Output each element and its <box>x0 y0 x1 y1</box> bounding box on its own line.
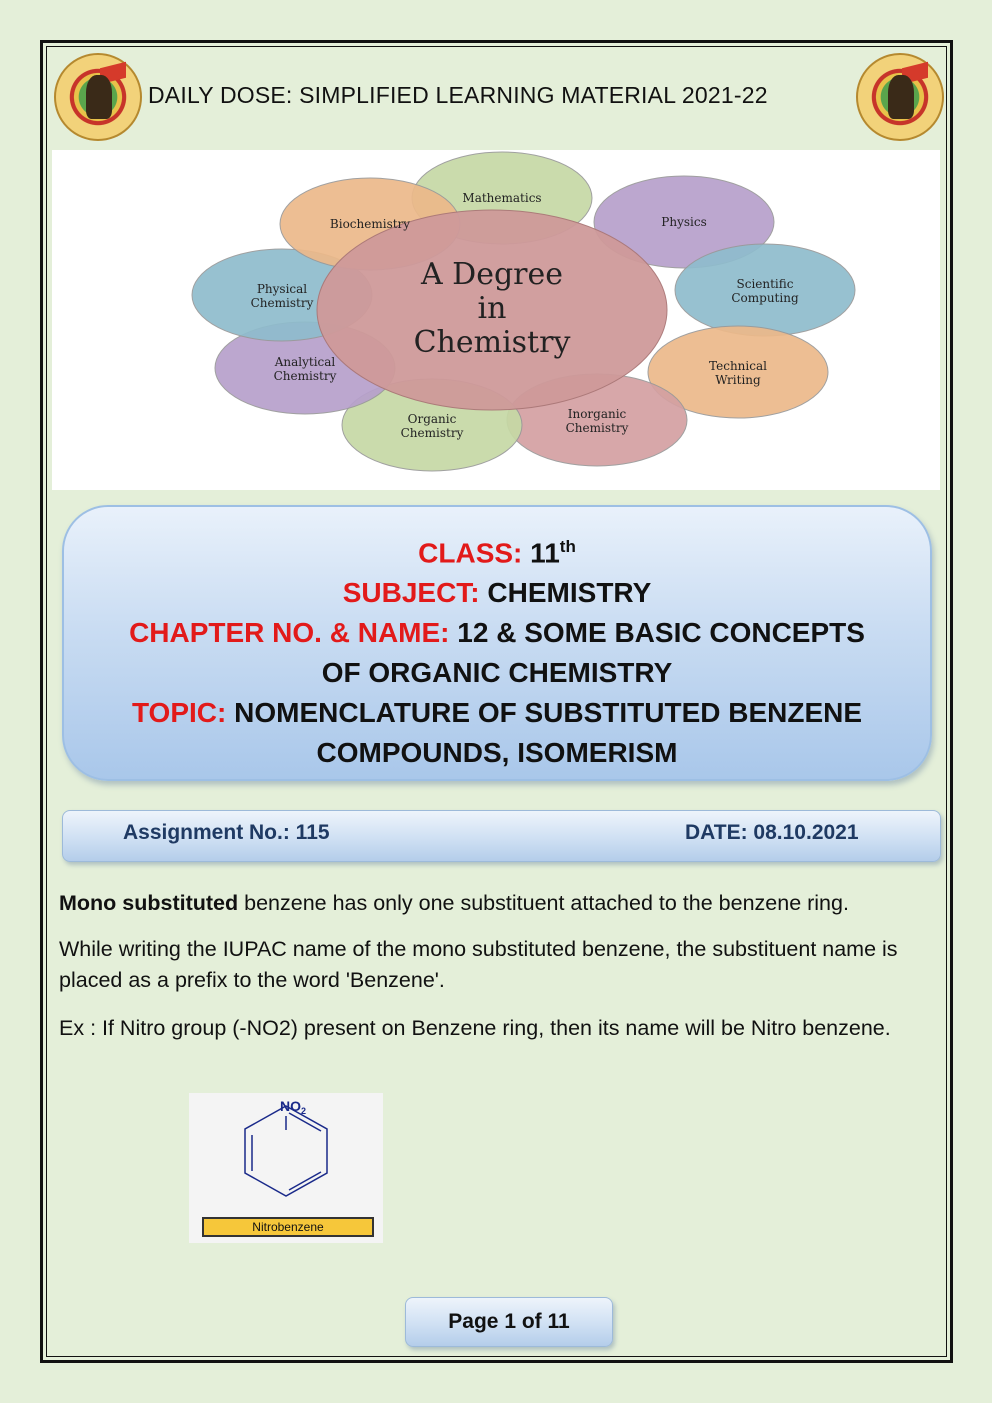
chapter-line <box>64 613 930 653</box>
petal-label: Organic <box>407 412 457 426</box>
petal-label-line2: Chemistry <box>565 421 629 435</box>
subject-line <box>64 573 930 613</box>
topic-line-2: COMPOUNDS, ISOMERISM <box>316 737 678 769</box>
benzene-ring-icon <box>189 1093 383 1217</box>
header-title: DAILY DOSE: SIMPLIFIED LEARNING MATERIAL 2021-22 <box>148 82 768 108</box>
school-emblem-icon <box>54 53 142 141</box>
school-emblem-icon <box>856 53 944 141</box>
topic-line <box>64 693 930 733</box>
petal-label: Inorganic <box>567 407 627 421</box>
petal-label: Physics <box>661 215 707 229</box>
chapter-line-2: OF ORGANIC CHEMISTRY <box>321 657 673 689</box>
class-label: CLASS: <box>418 537 523 569</box>
nitrobenzene-structure <box>189 1093 383 1243</box>
petal-label: Technical <box>709 359 767 373</box>
topic-box <box>62 505 932 781</box>
chapter-label: CHAPTER NO. & NAME: <box>129 617 450 649</box>
chapter-value: 12 & SOME BASIC CONCEPTS <box>457 617 865 649</box>
assignment-date: DATE: 08.10.2021 <box>685 821 859 844</box>
assignment-bar <box>62 810 941 862</box>
petal-label-line2: Writing <box>715 373 761 387</box>
center-text: in <box>477 291 507 326</box>
center-text: A Degree <box>420 257 564 292</box>
center-text: Chemistry <box>413 325 571 360</box>
petal-label: Scientific <box>736 277 794 291</box>
class-value: 11 <box>530 537 560 569</box>
paragraph-iupac-rule: While writing the IUPAC name of the mono substituted benzene, the substituent name is placed as a prefix to the word 'Benzene'. <box>59 937 898 992</box>
hero-svg <box>52 150 940 490</box>
petal-label: Physical <box>256 282 308 296</box>
subject-label: SUBJECT: <box>342 577 480 609</box>
degree-in-chemistry-diagram <box>52 150 940 490</box>
petal-label-line2: Chemistry <box>273 369 337 383</box>
assignment-number: Assignment No.: 115 <box>123 821 330 844</box>
subject-value: CHEMISTRY <box>487 577 652 609</box>
petal-label-line2: Chemistry <box>400 426 464 440</box>
nitrobenzene-label: Nitrobenzene <box>202 1217 374 1237</box>
petal-label-line2: Computing <box>731 291 799 305</box>
paragraph-example: Ex : If Nitro group (-NO2) present on Benzene ring, then its name will be Nitro benzene. <box>59 1016 891 1040</box>
petal-label: Analytical <box>274 355 336 369</box>
paragraph-mono-substituted <box>59 888 929 919</box>
petal-label: Biochemistry <box>329 217 411 231</box>
paragraph-1-rest: benzene has only one substituent attached to the benzene ring. <box>238 891 849 915</box>
topic-value: NOMENCLATURE OF SUBSTITUTED BENZENE <box>234 697 863 729</box>
mono-substituted-term: Mono substituted <box>59 891 239 915</box>
topic-label: TOPIC: <box>131 697 227 729</box>
nitro-group-text: $NO_2$ <box>280 1098 307 1116</box>
page-indicator: Page 1 of 11 <box>405 1297 613 1347</box>
petal-label: Mathematics <box>462 191 542 205</box>
class-suffix: th <box>559 537 576 556</box>
petal-label-line2: Chemistry <box>250 296 314 310</box>
class-line <box>64 527 930 573</box>
